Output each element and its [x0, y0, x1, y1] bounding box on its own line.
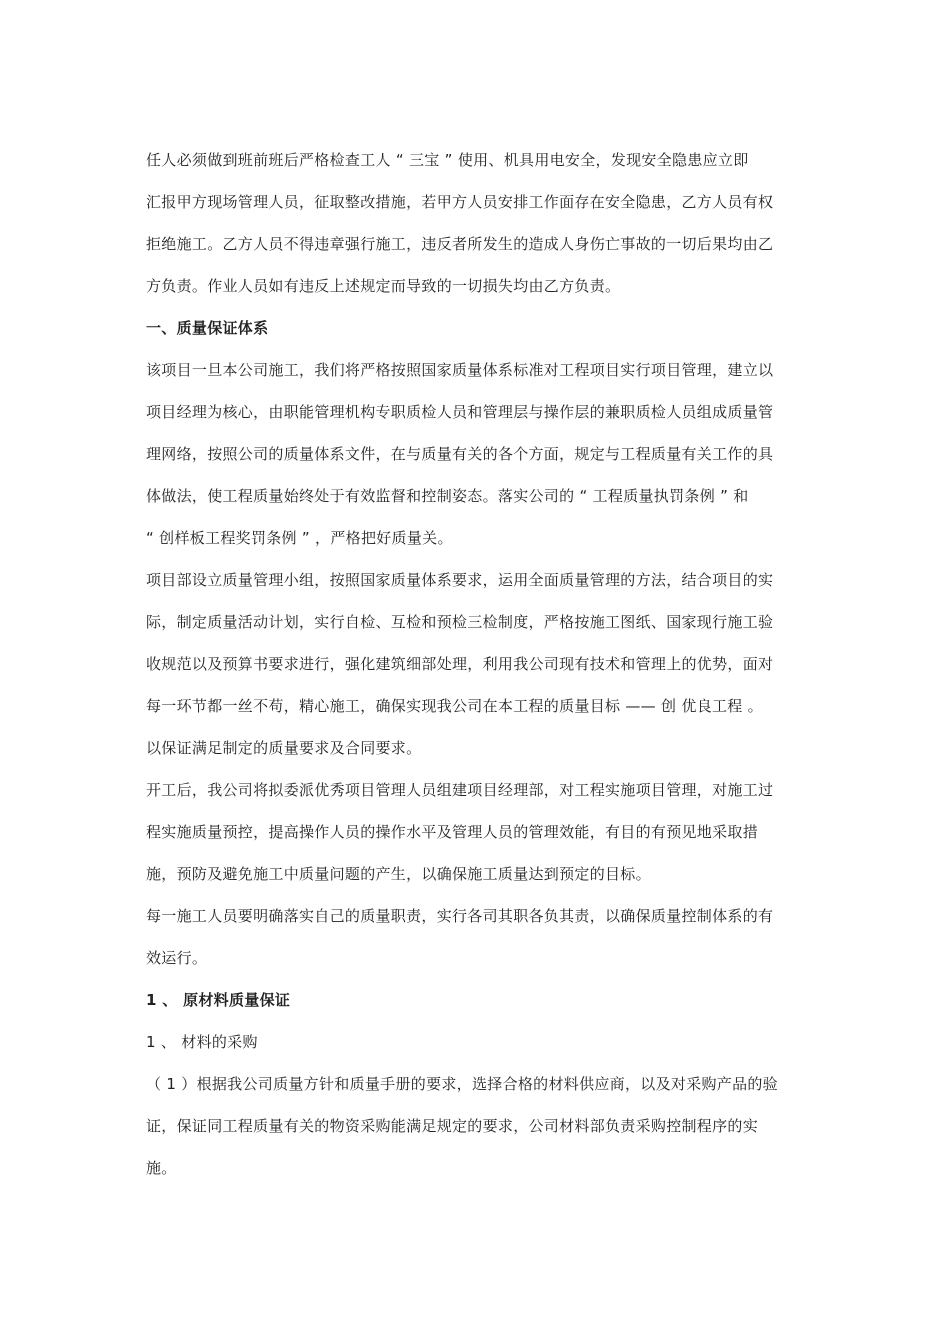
paragraph-line: 每一环节都一丝不苟，精心施工，确保实现我公司在本工程的质量目标 —— 创 优良工程 。 — [146, 697, 763, 715]
paragraph-line: 体做法，使工程质量始终处于有效监督和控制姿态。落实公司的 “ 工程质量执罚条例 ” 和 — [146, 487, 749, 505]
paragraph-line: 开工后，我公司将拟委派优秀项目管理人员组建项目经理部，对工程实施项目管理，对施工过 — [146, 781, 774, 799]
paragraph-line: 际，制定质量活动计划，实行自检、互检和预检三检制度，严格按施工图纸、国家现行施工验 — [146, 613, 774, 631]
paragraph-line: 拒绝施工。乙方人员不得违章强行施工，违反者所发生的造成人身伤亡事故的一切后果均由乙 — [146, 235, 774, 253]
paragraph-line: “ 创样板工程奖罚条例 ” ，严格把好质量关。 — [146, 529, 453, 547]
paragraph-line: 汇报甲方现场管理人员，征取整改措施，若甲方人员安排工作面存在安全隐患，乙方人员有权 — [146, 193, 774, 211]
paragraph-line: 理网络，按照公司的质量体系文件，在与质量有关的各个方面，规定与工程质量有关工作的具 — [146, 445, 774, 463]
paragraph-line: 证，保证同工程质量有关的物资采购能满足规定的要求，公司材料部负责采购控制程序的实 — [146, 1117, 759, 1135]
paragraph-line: （ 1 ）根据我公司质量方针和质量手册的要求，选择合格的材料供应商，以及对采购产品的验 — [146, 1075, 778, 1093]
paragraph-line: 该项目一旦本公司施工，我们将严格按照国家质量体系标准对工程项目实行项目管理，建立以 — [146, 361, 774, 379]
paragraph-line: 程实施质量预控，提高操作人员的操作水平及管理人员的管理效能，有目的有预见地采取措 — [146, 823, 759, 841]
paragraph-line: 施，预防及避免施工中质量问题的产生，以确保施工质量达到预定的目标。 — [146, 865, 651, 883]
paragraph-line: 方负责。作业人员如有违反上述规定而导致的一切损失均由乙方负责。 — [146, 277, 621, 295]
paragraph-line: 任人必须做到班前班后严格检查工人 “ 三宝 ” 使用、机具用电安全，发现安全隐患应立即 — [146, 151, 749, 169]
paragraph-line: 收规范以及预算书要求进行，强化建筑细部处理，利用我公司现有技术和管理上的优势，面对 — [146, 655, 774, 673]
paragraph-line: 每一施工人员要明确落实自己的质量职责，实行各司其职各负其责，以确保质量控制体系的有 — [146, 907, 774, 925]
paragraph-line: 以保证满足制定的质量要求及合同要求。 — [146, 739, 422, 757]
paragraph-line: 项目经理为核心，由职能管理机构专职质检人员和管理层与操作层的兼职质检人员组成质量管 — [146, 403, 774, 421]
subsection-heading: 1 、 原材料质量保证 — [146, 991, 291, 1009]
subsection-title: 1 、 材料的采购 — [146, 1033, 258, 1051]
section-heading: 一、质量保证体系 — [146, 319, 269, 337]
paragraph-line: 施。 — [146, 1159, 177, 1177]
paragraph-line: 项目部设立质量管理小组，按照国家质量体系要求，运用全面质量管理的方法，结合项目的实 — [146, 571, 774, 589]
paragraph-line: 效运行。 — [146, 949, 208, 967]
